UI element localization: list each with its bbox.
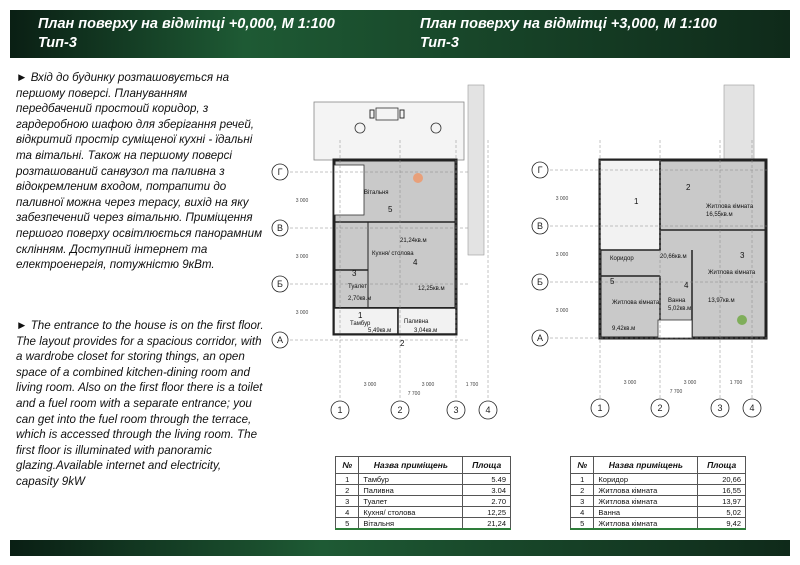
table-header: Площа <box>463 457 511 474</box>
table-cell: 3.04 <box>463 485 511 496</box>
table-cell: 1 <box>571 474 594 485</box>
table-cell: 1 <box>336 474 359 485</box>
room-name: Житлова кімната <box>706 204 754 210</box>
bathtub <box>658 320 692 338</box>
staircase <box>600 160 660 250</box>
room-name: Коридор <box>610 256 634 262</box>
wall-pillar <box>724 85 754 160</box>
dimension-label: 1 700 <box>465 382 479 388</box>
table-cell: Ванна <box>594 507 698 518</box>
table-cell: 2.70 <box>463 496 511 507</box>
room-name: Житлова кімната <box>612 300 660 306</box>
dimension-label: 3 000 <box>555 308 569 314</box>
table-row <box>336 507 511 518</box>
table-cell: Тамбур <box>359 474 463 485</box>
room-number: 2 <box>400 339 405 348</box>
dimension-label: 3 000 <box>363 382 377 388</box>
room-name: Кухня/ столова <box>372 251 414 257</box>
ground-rooms-table <box>335 456 511 530</box>
plant-icon <box>737 315 747 325</box>
room-name: Паливна <box>404 319 429 325</box>
room-number: 5 <box>388 205 393 214</box>
dimension-label: 3 000 <box>295 310 309 316</box>
plant-icon <box>413 173 423 183</box>
table-row <box>571 518 746 530</box>
table-row <box>336 474 511 485</box>
dimension-label: 3 000 <box>683 380 697 386</box>
table-row <box>571 474 746 485</box>
dimension-total: 7 700 <box>669 389 683 395</box>
dimension-label: 1 700 <box>729 380 743 386</box>
room-name: Житлова кімната <box>708 270 756 276</box>
table-cell: Житлова кімната <box>594 485 698 496</box>
table-cell: 20,66 <box>698 474 746 485</box>
room-name: Ванна <box>668 298 686 304</box>
table-header-row <box>336 457 511 474</box>
room-number: 3 <box>352 269 357 278</box>
left-plan-subtitle: Тип-3 <box>38 35 77 51</box>
table-cell: Житлова кімната <box>594 496 698 507</box>
axis-row-label: А <box>536 333 544 343</box>
room-number: 5 <box>610 277 615 286</box>
room-area: 13,97кв.м <box>708 298 735 304</box>
table-cell: 3 <box>571 496 594 507</box>
axis-col-label: 2 <box>657 403 663 413</box>
axis-row-label: Г <box>277 167 283 177</box>
axis-row-label: В <box>276 223 284 233</box>
table-row <box>571 507 746 518</box>
table-row <box>571 496 746 507</box>
room-number: 4 <box>413 258 418 267</box>
table-cell: 2 <box>571 485 594 496</box>
room-area: 3,04кв.м <box>414 328 438 334</box>
table-cell: 2 <box>336 485 359 496</box>
room-number: 4 <box>684 281 689 290</box>
axis-col-label: 1 <box>597 403 603 413</box>
dimension-label: 3 000 <box>295 254 309 260</box>
table-header: Площа <box>698 457 746 474</box>
table-cell: 16,55 <box>698 485 746 496</box>
table-header-row <box>571 457 746 474</box>
upper-rooms-table <box>570 456 746 530</box>
table-cell: 5.49 <box>463 474 511 485</box>
table-cell: 4 <box>571 507 594 518</box>
dimension-total: 7 700 <box>407 391 421 397</box>
table-cell: 5 <box>571 518 594 530</box>
table-cell: Туалет <box>359 496 463 507</box>
table-cell: Вітальня <box>359 518 463 530</box>
table-cell: Паливна <box>359 485 463 496</box>
table-row <box>336 518 511 530</box>
table-cell: Житлова кімната <box>594 518 698 530</box>
room-area: 5,02кв.м <box>668 306 692 312</box>
table-cell: 13,97 <box>698 496 746 507</box>
table-header: № <box>336 457 359 474</box>
table-cell: 5,02 <box>698 507 746 518</box>
axis-row-label: Б <box>277 279 283 289</box>
room-area: 21,24кв.м <box>400 238 427 244</box>
axis-col-label: 4 <box>749 403 755 413</box>
table-row <box>571 485 746 496</box>
table-row <box>336 485 511 496</box>
axis-col-label: 3 <box>717 403 723 413</box>
dimension-label: 3 000 <box>555 196 569 202</box>
room-name: Туалет <box>348 284 367 290</box>
upper-floor-plan <box>528 80 790 425</box>
table-cell: 4 <box>336 507 359 518</box>
dimension-label: 3 000 <box>421 382 435 388</box>
description-english: ► The entrance to the house is on the first floor. The layout provides for a spacious corridor, with a wardrobe closet for storing things, an open space of a combined kitchen-dining room and living room. Also on the first floor there is a toilet and a fuel room with a separate entrance; you can get into the fuel room through the terrace, which is accessed through the living room. The first floor is illuminated with panoramic glazing.Available internet and electricity, capasity 9kW <box>16 319 264 488</box>
room-area: 5,49кв.м <box>368 328 392 334</box>
room-number: 3 <box>740 251 745 260</box>
room-number: 1 <box>358 311 363 320</box>
dimension-label: 3 000 <box>295 198 309 204</box>
axis-row-label: Г <box>537 165 543 175</box>
axis-col-label: 3 <box>453 405 459 415</box>
footer-banner <box>10 540 790 556</box>
axis-row-label: А <box>276 335 284 345</box>
table-row <box>336 496 511 507</box>
room-number: 1 <box>634 197 639 206</box>
table-cell: Коридор <box>594 474 698 485</box>
dimension-label: 3 000 <box>623 380 637 386</box>
dimension-label: 3 000 <box>555 252 569 258</box>
axis-col-label: 2 <box>397 405 403 415</box>
axis-row-label: В <box>536 221 544 231</box>
axis-col-label: 1 <box>337 405 343 415</box>
right-plan-subtitle: Тип-3 <box>420 35 459 51</box>
table-header: № <box>571 457 594 474</box>
table-header: Назва приміщень <box>359 457 463 474</box>
ground-floor-plan <box>268 80 508 425</box>
wall-pillar <box>468 85 484 255</box>
terrace <box>314 102 464 160</box>
room-area: 9,42кв.м <box>612 326 636 332</box>
room-name: Вітальня <box>364 190 389 196</box>
table-cell: 3 <box>336 496 359 507</box>
staircase <box>334 165 364 215</box>
right-plan-title: План поверху на відмітці +3,000, М 1:100 <box>420 16 717 32</box>
description-ukrainian: ► Вхід до будинку розташовується на першому поверсі. Плануванням передбачений простоий коридор, з гардеробною шафою для зберігання речей, відкритий простір суміщеної кухні - їдальні та вітальні. Також на першому поверсі розташований санвузол та паливна з відокремленим входом, потрапити до паливної можна через терасу, вихід на яку забезпечений через вітальню. Приміщення першого поверху освітлюється панорамним склінням. Доступний інтернет та електроенергія, потужністю 9кВт. <box>16 71 263 272</box>
table-cell: 21,24 <box>463 518 511 530</box>
room-area: 20,66кв.м <box>660 254 687 260</box>
room-area: 16,55кв.м <box>706 212 733 218</box>
room-number: 2 <box>686 183 691 192</box>
room-name: Тамбур <box>350 321 371 327</box>
left-plan-title: План поверху на відмітці +0,000, М 1:100 <box>38 16 335 32</box>
room-area: 12,25кв.м <box>418 286 445 292</box>
table-cell: Кухня/ столова <box>359 507 463 518</box>
axis-col-label: 4 <box>485 405 491 415</box>
table-cell: 12,25 <box>463 507 511 518</box>
axis-row-label: Б <box>537 277 543 287</box>
table-cell: 5 <box>336 518 359 530</box>
table-cell: 9,42 <box>698 518 746 530</box>
table-header: Назва приміщень <box>594 457 698 474</box>
room-area: 2,70кв.м <box>348 296 372 302</box>
